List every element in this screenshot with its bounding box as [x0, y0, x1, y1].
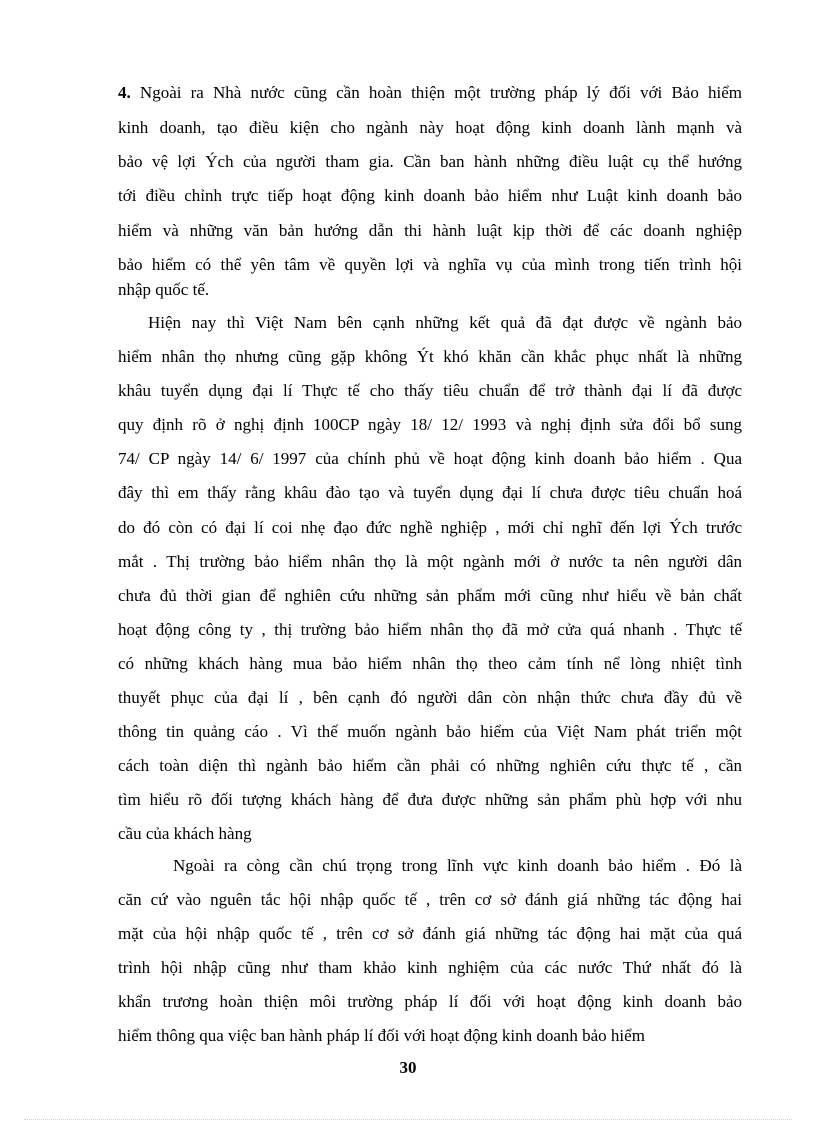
- paragraph-2-line-12: thuyết phục của đại lí , bên cạnh đó người dân còn nhận thức chưa đầy đủ về: [118, 688, 742, 707]
- paragraph-2-line-6: đây thì em thấy rằng khâu đào tạo và tuyển dụng đại lí chưa được tiêu chuẩn hoá: [118, 483, 742, 502]
- paragraph-2-line-5: 74/ CP ngày 14/ 6/ 1997 của chính phủ về hoạt động kinh doanh bảo hiểm . Qua: [118, 449, 742, 468]
- paragraph-2-line-13: thông tin quảng cáo . Vì thế muốn ngành bảo hiểm của Việt Nam phát triển một: [118, 722, 742, 741]
- paragraph-2-line-14: cách toàn diện thì ngành bảo hiểm cần phải có những nghiên cứu thực tế , cần: [118, 756, 742, 775]
- paragraph-1-line-2: kinh doanh, tạo điều kiện cho ngành này hoạt động kinh doanh lành mạnh và: [118, 118, 742, 137]
- paragraph-3-line-1: Ngoài ra còng cần chú trọng trong lĩnh vực kinh doanh bảo hiểm . Đó là: [173, 856, 742, 875]
- paragraph-3-line-3: mặt của hội nhập quốc tế , trên cơ sở đánh giá những tác động hai mặt của quá: [118, 924, 742, 943]
- page-number: 30: [399, 1058, 417, 1077]
- paragraph-1-text: Ngoài ra Nhà nước cũng cần hoàn thiện một trường pháp lý đối với Bảo hiểm: [130, 83, 742, 102]
- paragraph-2-line-1: Hiện nay thì Việt Nam bên cạnh những kết quả đã đạt được về ngành bảo: [148, 313, 742, 332]
- paragraph-2-line-4: quy định rõ ở nghị định 100CP ngày 18/ 12/ 1993 và nghị định sửa đổi bổ sung: [118, 415, 742, 434]
- paragraph-3-line-5: khẩn trương hoàn thiện môi trường pháp lí đối với hoạt động kinh doanh bảo: [118, 992, 742, 1011]
- paragraph-2-line-9: chưa đủ thời gian để nghiên cứu những sản phẩm mới cũng như hiểu về bản chất: [118, 586, 742, 605]
- paragraph-2-line-8: mắt . Thị trường bảo hiểm nhân thọ là một ngành mới ở nước ta nên người dân: [118, 552, 742, 571]
- paragraph-1-line-6: bảo hiểm có thể yên tâm về quyền lợi và nghĩa vụ của mình trong tiến trình hội: [118, 255, 742, 274]
- paragraph-2-line-16: cầu của khách hàng: [118, 824, 252, 843]
- paragraph-1-line-4: tới điều chỉnh trực tiếp hoạt động kinh doanh bảo hiểm như Luật kinh doanh bảo: [118, 186, 742, 205]
- paragraph-3-line-6: hiểm thông qua việc ban hành pháp lí đối với hoạt động kinh doanh bảo hiểm: [118, 1026, 645, 1045]
- paragraph-1-line-3: bảo vệ lợi Ých của người tham gia. Cần ban hành những điều luật cụ thể hướng: [118, 152, 742, 171]
- paragraph-2-line-7: do đó còn có đại lí coi nhẹ đạo đức nghề nghiệp , mới chỉ nghĩ đến lợi Ých trước: [118, 518, 742, 537]
- paragraph-1-line-5: hiểm và những văn bản hướng dẫn thi hành luật kịp thời để các doanh nghiệp: [118, 221, 742, 240]
- paragraph-2-line-2: hiểm nhân thọ nhưng cũng gặp không Ýt khó khăn cần khắc phục nhất là những: [118, 347, 742, 366]
- paragraph-3-line-2: căn cứ vào nguên tắc hội nhập quốc tế , trên cơ sở đánh giá những tác động hai: [118, 890, 742, 909]
- paragraph-number: 4.: [118, 83, 131, 102]
- paragraph-2-line-10: hoạt động công ty , thị trường bảo hiểm nhân thọ đã mở cửa quá nhanh . Thực tế: [118, 620, 742, 639]
- paragraph-1-line-1: [118, 83, 742, 103]
- paragraph-1-line-7: nhập quốc tế.: [118, 280, 210, 299]
- footer-divider: [24, 1119, 792, 1120]
- paragraph-2-line-11: có những khách hàng mua bảo hiểm nhân thọ theo cảm tính nể lòng nhiệt tình: [118, 654, 742, 673]
- paragraph-2-line-15: tìm hiểu rõ đối tượng khách hàng để đưa được những sản phẩm phù hợp với nhu: [118, 790, 742, 809]
- paragraph-3-line-4: trình hội nhập cũng như tham khảo kinh nghiệm của các nước Thứ nhất đó là: [118, 958, 742, 977]
- paragraph-2-line-3: khâu tuyển dụng đại lí Thực tế cho thấy tiêu chuẩn để trở thành đại lí đã được: [118, 381, 742, 400]
